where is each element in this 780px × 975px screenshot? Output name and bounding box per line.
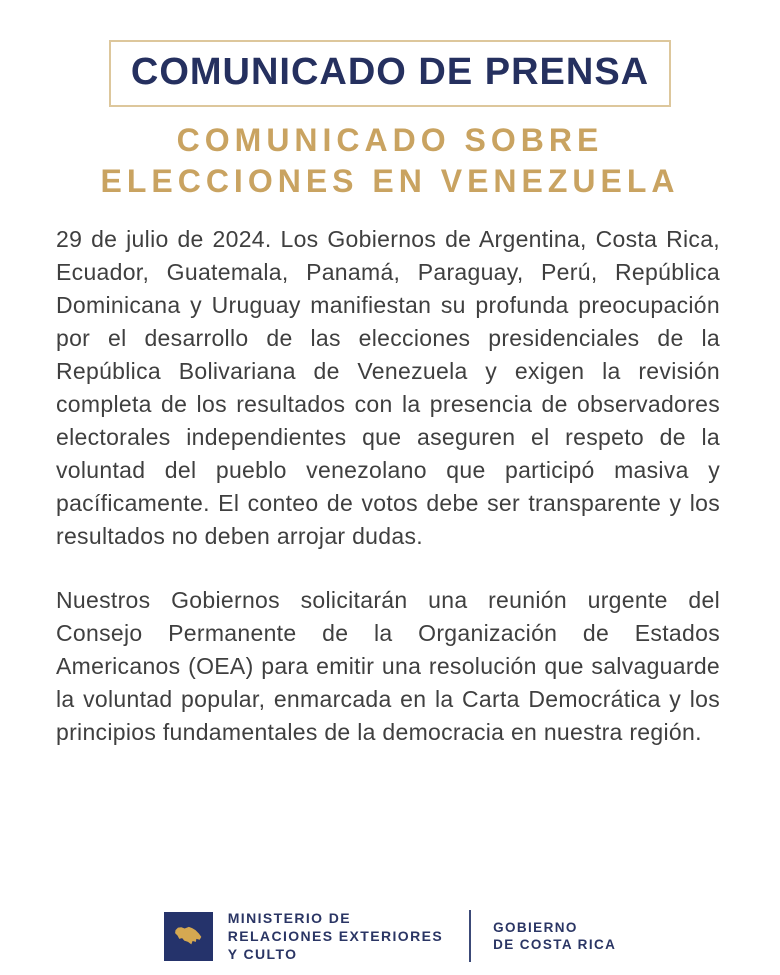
document-title-line-2: ELECCIONES EN VENEZUELA <box>100 163 680 199</box>
press-release-banner-label: COMUNICADO DE PRENSA <box>130 51 650 93</box>
footer-divider <box>469 910 471 962</box>
government-name <box>493 919 616 953</box>
government-name-line-1: GOBIERNO <box>493 920 578 935</box>
government-name-line-2: DE COSTA RICA <box>493 937 617 952</box>
paragraph-2: Nuestros Gobiernos solicitarán una reunión urgente del Consejo Permanente de la Organización de Estados Americanos (OEA) para emitir una resolución que salvaguarde la voluntad popular, enmarcada en la Carta Democrática y los principios fundamentales de la democracia en nuestra región. <box>56 587 720 745</box>
press-release-banner <box>109 40 671 107</box>
paragraph-1: 29 de julio de 2024. Los Gobiernos de Argentina, Costa Rica, Ecuador, Guatemala, Panamá, Paraguay, Perú, República Dominicana y Uruguay manifiestan su profunda preocupación por el desarrollo de las elecciones presidenciales de la República Bolivariana de Venezuela y exigen la revisión completa de los resultados con la presencia de observadores electorales independientes que aseguren el respeto de la voluntad del pueblo venezolano que participó masiva y pacíficamente. El conteo de votos debe ser transparente y los resultados no deben arrojar dudas. <box>56 226 720 549</box>
document-title-line-1: COMUNICADO SOBRE <box>176 122 604 158</box>
document-title <box>0 120 780 202</box>
costa-rica-map-icon <box>164 912 213 961</box>
footer-logo-lockup <box>0 909 780 963</box>
document-body <box>56 223 720 749</box>
ministry-name-line-3: Y CULTO <box>227 946 298 962</box>
ministry-name-line-1: MINISTERIO DE <box>227 910 351 926</box>
ministry-name-line-2: RELACIONES EXTERIORES <box>227 928 444 944</box>
ministry-name <box>228 909 443 963</box>
